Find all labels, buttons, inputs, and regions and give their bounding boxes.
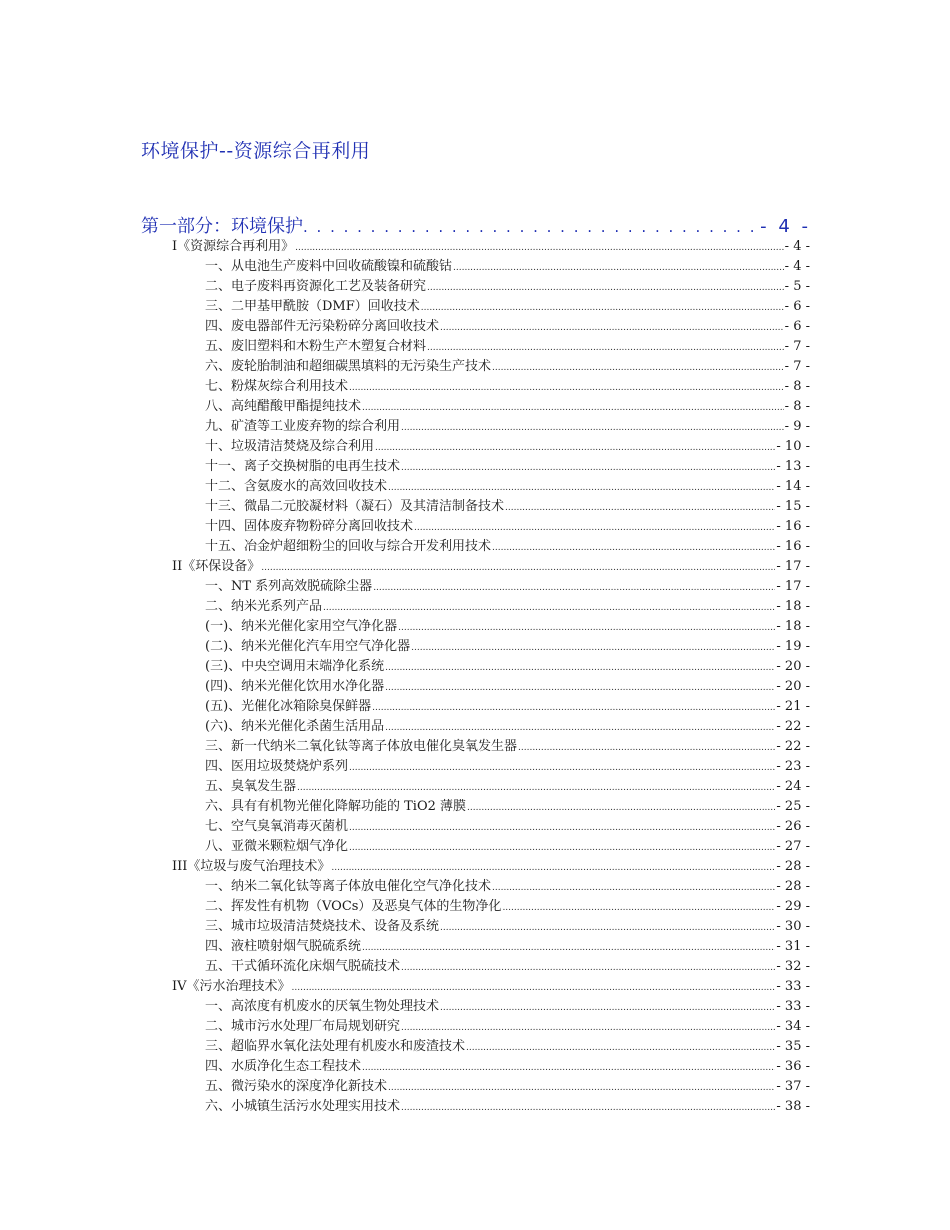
- toc-entry-page: - 28 -: [776, 879, 810, 894]
- toc-entry-title: 十二、含氨废水的高效回收技术: [205, 479, 388, 494]
- toc-leader-dots: [323, 598, 775, 618]
- toc-leader-dots: [440, 318, 784, 338]
- toc-entry-title: (六)、纳米光催化杀菌生活用品: [205, 719, 385, 734]
- toc-entry-page: - 10 -: [776, 439, 810, 454]
- toc-entry-title: 五、干式循环流化床烟气脱硫技术: [205, 959, 401, 974]
- toc-entry[interactable]: [172, 977, 810, 997]
- toc-entry-page: - 4 -: [784, 239, 810, 254]
- toc-entry-page: - 27 -: [776, 839, 810, 854]
- toc-entry-title: (一)、纳米光催化家用空气净化器: [205, 619, 398, 634]
- toc-leader-dots: [440, 918, 775, 938]
- toc-entry-page: - 8 -: [784, 399, 810, 414]
- toc-entry[interactable]: [205, 337, 810, 357]
- toc-entry-title: 五、臭氧发生器: [205, 779, 297, 794]
- toc-entry[interactable]: [205, 537, 810, 557]
- toc-entry-title: 六、废轮胎制油和超细碳黑填料的无污染生产技术: [205, 359, 492, 374]
- toc-leader-dots: [297, 778, 775, 798]
- toc-entry-page: - 18 -: [776, 599, 810, 614]
- toc-entry[interactable]: [205, 1037, 810, 1057]
- toc-entry-title: 四、液柱喷射烟气脱硫系统: [205, 939, 362, 954]
- toc-entry-title: (二)、纳米光催化汽车用空气净化器: [205, 639, 411, 654]
- toc-entry-page: - 19 -: [776, 639, 810, 654]
- toc-entry-page: - 33 -: [776, 999, 810, 1014]
- toc-entry-page: - 5 -: [784, 279, 810, 294]
- toc-entry[interactable]: [205, 617, 810, 637]
- toc-entry-title: 十一、离子交换树脂的电再生技术: [205, 459, 401, 474]
- toc-entry[interactable]: [205, 1057, 810, 1077]
- toc-entry[interactable]: [205, 317, 810, 337]
- toc-entry-page: - 35 -: [776, 1039, 810, 1054]
- toc-entry-page: - 34 -: [776, 1019, 810, 1034]
- toc-entry[interactable]: [205, 657, 810, 677]
- toc-entry-page: - 14 -: [776, 479, 810, 494]
- toc-part-heading[interactable]: [141, 212, 811, 238]
- toc-leader-dots: [427, 338, 784, 358]
- toc-leader-dots: [467, 798, 775, 818]
- toc-entry[interactable]: [205, 897, 810, 917]
- toc-entry[interactable]: [172, 557, 810, 577]
- toc-entry[interactable]: [205, 757, 810, 777]
- toc-entry[interactable]: [205, 437, 810, 457]
- toc-part-page: - 4 -: [760, 216, 811, 237]
- toc-entry-title: 十四、固体废弃物粉碎分离回收技术: [205, 519, 414, 534]
- toc-leader-dots: [331, 858, 775, 878]
- toc-entry-title: 二、城市污水处理厂布局规划研究: [205, 1019, 401, 1034]
- toc-entry-page: - 25 -: [776, 799, 810, 814]
- toc-leader-dots: [440, 998, 775, 1018]
- toc-leader-dots: [401, 1018, 775, 1038]
- toc-entry[interactable]: [205, 817, 810, 837]
- toc-entry[interactable]: [205, 297, 810, 317]
- toc-entry[interactable]: [205, 517, 810, 537]
- toc-entry-page: - 20 -: [776, 659, 810, 674]
- toc-entry[interactable]: [205, 1017, 810, 1037]
- toc-entry-page: - 31 -: [776, 939, 810, 954]
- toc-leader-dots: [466, 1038, 775, 1058]
- toc-entry[interactable]: [205, 497, 810, 517]
- toc-entry[interactable]: [205, 277, 810, 297]
- toc-entry[interactable]: [205, 637, 810, 657]
- toc-leader-dots: [401, 1098, 775, 1118]
- toc-entry-title: 一、NT 系列高效脱硫除尘器: [205, 579, 373, 594]
- toc-entry-title: 一、纳米二氧化钛等离子体放电催化空气净化技术: [205, 879, 492, 894]
- toc-entry[interactable]: [205, 417, 810, 437]
- toc-entry-page: - 22 -: [776, 739, 810, 754]
- toc-entry-title: 十三、微晶二元胶凝材料（凝石）及其清洁制备技术: [205, 499, 505, 514]
- toc-leader-dots: [362, 398, 784, 418]
- toc-leader-dots: [385, 658, 775, 678]
- toc-leader-dots: [492, 878, 775, 898]
- toc-entry[interactable]: [205, 257, 810, 277]
- toc-entry[interactable]: [205, 797, 810, 817]
- toc-leader-dots: [518, 738, 775, 758]
- toc-entry[interactable]: [205, 957, 810, 977]
- toc-entry-title: 二、挥发性有机物（VOCs）及恶臭气体的生物净化: [205, 899, 502, 914]
- toc-leader-dots: [349, 378, 784, 398]
- toc-leader-dots: [401, 958, 775, 978]
- toc-leader-dots: [349, 838, 775, 858]
- toc-entry-title: 一、从电池生产废料中回收硫酸镍和硫酸钴: [205, 259, 453, 274]
- toc-entry-page: - 20 -: [776, 679, 810, 694]
- toc-entry-title: 六、具有有机物光催化降解功能的 TiO2 薄膜: [205, 799, 467, 814]
- toc-entry-page: - 18 -: [776, 619, 810, 634]
- toc-leader-dots: [401, 458, 775, 478]
- toc-entry-page: - 38 -: [776, 1099, 810, 1114]
- toc-leader-dots: [492, 358, 784, 378]
- toc-leader-dots: [362, 938, 775, 958]
- toc-entry[interactable]: [205, 677, 810, 697]
- toc-leader-dots: [295, 238, 784, 258]
- toc-entry-title: 五、微污染水的深度净化新技术: [205, 1079, 388, 1094]
- toc-entry-title: 十、垃圾清洁焚烧及综合利用: [205, 439, 375, 454]
- toc-entry-title: 七、空气臭氧消毒灭菌机: [205, 819, 349, 834]
- toc-entry[interactable]: [205, 917, 810, 937]
- toc-entry-page: - 21 -: [776, 699, 810, 714]
- toc-entry[interactable]: [205, 1077, 810, 1097]
- toc-entry[interactable]: [205, 717, 810, 737]
- toc-entry-title: III《垃圾与废气治理技术》: [172, 859, 331, 874]
- toc-entry-title: 四、医用垃圾焚烧炉系列: [205, 759, 349, 774]
- toc-entry-page: - 23 -: [776, 759, 810, 774]
- toc-entry-title: II《环保设备》: [172, 559, 261, 574]
- toc-leader-dots: [492, 538, 775, 558]
- toc-entry-title: 七、粉煤灰综合利用技术: [205, 379, 349, 394]
- toc-entry[interactable]: [172, 237, 810, 257]
- toc-leader-dots: [385, 678, 775, 698]
- toc-leader-dots: [421, 298, 784, 318]
- toc-leader-dots: [349, 758, 775, 778]
- toc-entry-title: 一、高浓度有机废水的厌氧生物处理技术: [205, 999, 440, 1014]
- toc-entry-page: - 36 -: [776, 1059, 810, 1074]
- toc-entry-page: - 4 -: [784, 259, 810, 274]
- toc-leader-dots: [375, 438, 775, 458]
- toc-entry-page: - 6 -: [784, 299, 810, 314]
- toc-leader-dots: [505, 498, 775, 518]
- toc-entry[interactable]: [205, 777, 810, 797]
- toc-entry-page: - 7 -: [784, 339, 810, 354]
- toc-entry-title: I《资源综合再利用》: [172, 239, 295, 254]
- toc-leader-dots: [373, 578, 775, 598]
- toc-entry-page: - 26 -: [776, 819, 810, 834]
- toc-entry[interactable]: [205, 877, 810, 897]
- toc-entry[interactable]: [205, 357, 810, 377]
- toc-entry-title: IV《污水治理技术》: [172, 979, 291, 994]
- toc-entry[interactable]: [205, 597, 810, 617]
- toc-entry-title: 五、废旧塑料和木粉生产木塑复合材料: [205, 339, 427, 354]
- toc-entry-title: 四、水质净化生态工程技术: [205, 1059, 362, 1074]
- toc-entry-page: - 16 -: [776, 519, 810, 534]
- toc-entry-page: - 24 -: [776, 779, 810, 794]
- toc-entry-page: - 32 -: [776, 959, 810, 974]
- toc-entry-title: 三、新一代纳米二氧化钛等离子体放电催化臭氧发生器: [205, 739, 518, 754]
- toc-entry[interactable]: [205, 457, 810, 477]
- toc-entry-page: - 17 -: [776, 579, 810, 594]
- toc-entry-page: - 33 -: [776, 979, 810, 994]
- toc-entry[interactable]: [205, 737, 810, 757]
- toc-entry-page: - 7 -: [784, 359, 810, 374]
- toc-entry[interactable]: [205, 997, 810, 1017]
- toc-leader-dots: [411, 638, 775, 658]
- toc-entry-page: - 30 -: [776, 919, 810, 934]
- toc-entry-page: - 15 -: [776, 499, 810, 514]
- toc-entry-title: 八、高纯醋酸甲酯提纯技术: [205, 399, 362, 414]
- toc-entry-page: - 17 -: [776, 559, 810, 574]
- toc-entry-page: - 9 -: [784, 419, 810, 434]
- toc-entry-page: - 29 -: [776, 899, 810, 914]
- toc-leader-dots: [388, 1078, 775, 1098]
- toc-leader-dots: [427, 278, 784, 298]
- toc-leader-dots: [453, 258, 784, 278]
- toc-leader-dots: [401, 418, 784, 438]
- toc-entry-title: 二、电子废料再资源化工艺及装备研究: [205, 279, 427, 294]
- toc-entry-title: (五)、光催化冰箱除臭保鲜器: [205, 699, 372, 714]
- toc-leader-dots: [362, 1058, 775, 1078]
- toc-entry-page: - 6 -: [784, 319, 810, 334]
- toc-leader-dots: [398, 618, 775, 638]
- toc-entry-title: 三、超临界水氧化法处理有机废水和废渣技术: [205, 1039, 466, 1054]
- toc-entry-title: 十五、冶金炉超细粉尘的回收与综合开发利用技术: [205, 539, 492, 554]
- toc-entry-page: - 28 -: [776, 859, 810, 874]
- toc-entry[interactable]: [205, 697, 810, 717]
- toc-entry[interactable]: [205, 397, 810, 417]
- toc-leader-dots: [388, 478, 775, 498]
- toc-entry[interactable]: [205, 477, 810, 497]
- toc-leader-dots: [385, 718, 775, 738]
- toc-entry-title: 三、二甲基甲酰胺（DMF）回收技术: [205, 299, 420, 314]
- document-title: 环境保护--资源综合再利用: [141, 140, 371, 162]
- toc-entry-page: - 22 -: [776, 719, 810, 734]
- toc-entry-page: - 8 -: [784, 379, 810, 394]
- toc-entry[interactable]: [205, 837, 810, 857]
- toc-entry-page: - 13 -: [776, 459, 810, 474]
- toc-entry-page: - 16 -: [776, 539, 810, 554]
- toc-leader-dots: [303, 218, 758, 236]
- toc-entry-title: 三、城市垃圾清洁焚烧技术、设备及系统: [205, 919, 440, 934]
- toc-entry[interactable]: [205, 377, 810, 397]
- toc-leader-dots: [349, 818, 775, 838]
- toc-entry-title: 九、矿渣等工业废弃物的综合利用: [205, 419, 401, 434]
- toc-entry-title: 四、废电器部件无污染粉碎分离回收技术: [205, 319, 440, 334]
- toc-leader-dots: [261, 558, 775, 578]
- toc-leader-dots: [292, 978, 776, 998]
- toc-entry-title: (四)、纳米光催化饮用水净化器: [205, 679, 385, 694]
- toc-entry-title: 六、小城镇生活污水处理实用技术: [205, 1099, 401, 1114]
- toc-leader-dots: [502, 898, 775, 918]
- toc-part-label: 第一部分：环境保护: [141, 216, 303, 237]
- toc-entry-title: 八、亚微米颗粒烟气净化: [205, 839, 349, 854]
- toc-entry[interactable]: [205, 937, 810, 957]
- toc-entry-page: - 37 -: [776, 1079, 810, 1094]
- toc-leader-dots: [372, 698, 775, 718]
- toc-entry[interactable]: [205, 577, 810, 597]
- toc-entry-title: 二、纳米光系列产品: [205, 599, 323, 614]
- toc-leader-dots: [414, 518, 775, 538]
- toc-entry[interactable]: [172, 857, 810, 877]
- toc-entry[interactable]: [205, 1097, 810, 1117]
- toc-entry-title: (三)、中央空调用末端净化系统: [205, 659, 385, 674]
